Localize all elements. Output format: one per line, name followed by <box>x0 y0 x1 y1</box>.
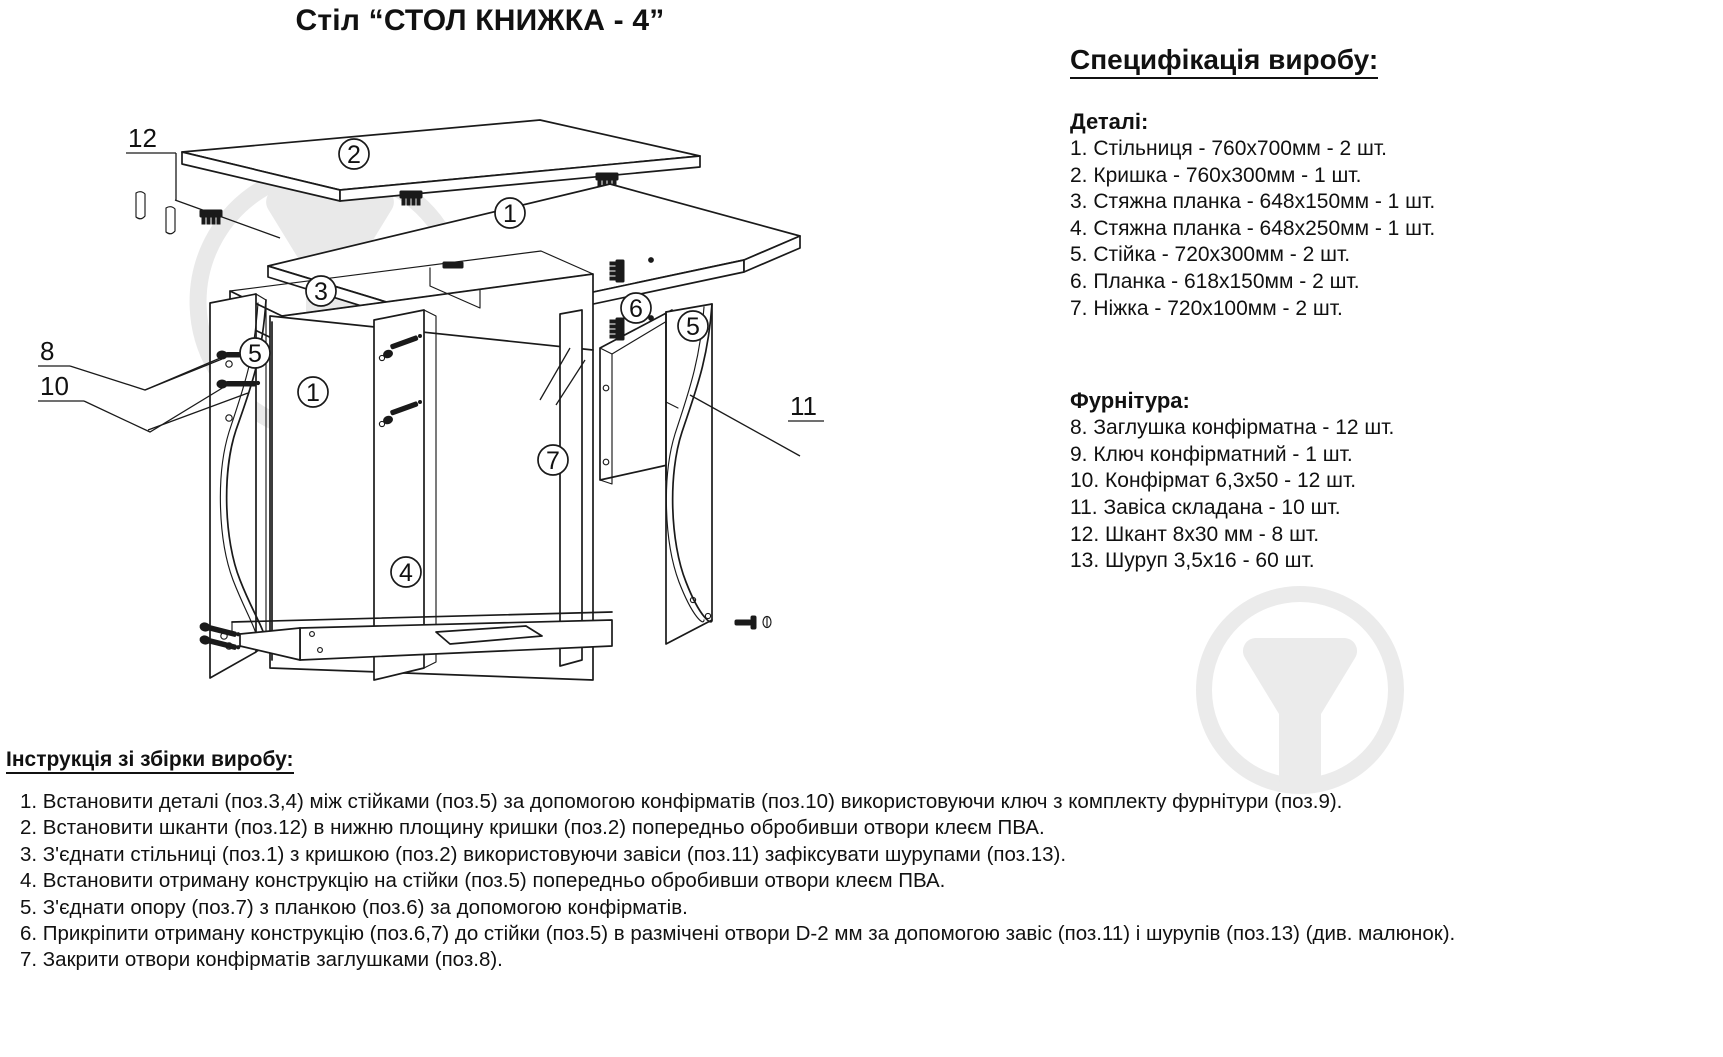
balloon-6 <box>621 293 651 323</box>
parts-list <box>1070 136 1710 322</box>
leader-label-10 <box>38 371 84 401</box>
instruction-step: 2. Встановити шканти (поз.12) в нижню площину кришки (поз.2) попередньо обробивши отвори клеєм ПВА. <box>20 816 1045 840</box>
balloon-1-main <box>298 377 328 407</box>
leader-10-label: 10 <box>40 371 69 401</box>
balloon-2-label: 2 <box>347 141 361 169</box>
hardware-item: 11. Завіса складана - 10 шт. <box>1070 495 1341 519</box>
assembly-drawing <box>0 60 1060 750</box>
specification-panel <box>1070 44 1710 575</box>
balloon-7-label: 7 <box>546 447 560 475</box>
leader-connectors <box>70 359 224 432</box>
hardware-block <box>1070 388 1710 575</box>
hardware-item: 9. Ключ конфірматний - 1 шт. <box>1070 442 1353 466</box>
part-item: 4. Стяжна планка - 648х250мм - 1 шт. <box>1070 216 1436 240</box>
balloon-1-top-label: 1 <box>503 200 517 228</box>
balloon-4-label: 4 <box>399 559 413 587</box>
leader-8-label: 8 <box>40 336 55 366</box>
instruction-step: 4. Встановити отриману конструкцію на стійки (поз.5) попередньо обробивши отвори клеєм ПВА. <box>20 869 946 893</box>
instruction-step: 1. Встановити деталі (поз.3,4) між стійками (поз.5) за допомогою конфірматів (поз.10) використовуючи ключ з комплекту фурнітури (поз.9). <box>20 790 1343 813</box>
part-item: 2. Кришка - 760х300мм - 1 шт. <box>1070 163 1362 187</box>
parts-heading: Деталі: <box>1070 109 1149 134</box>
balloon-5-right <box>678 311 708 341</box>
hardware-item: 13. Шуруп 3,5х16 - 60 шт. <box>1070 549 1315 573</box>
instructions-heading: Інструкція зі збірки виробу: <box>6 748 294 774</box>
hardware-heading: Фурнітура: <box>1070 388 1190 414</box>
balloon-4 <box>391 557 421 587</box>
dowels-group <box>136 192 175 234</box>
instruction-step: 7. Закрити отвори конфірматів заглушками (поз.8). <box>20 948 503 972</box>
hinges-mid-group <box>443 262 463 268</box>
leader-label-11 <box>788 391 824 421</box>
balloon-3-label: 3 <box>314 278 328 306</box>
instructions-list <box>6 789 1718 974</box>
part-item: 3. Стяжна планка - 648х150мм - 1 шт. <box>1070 190 1436 214</box>
leader-12-label: 12 <box>128 123 157 153</box>
leader-label-12 <box>126 123 176 200</box>
assembly-instructions <box>6 748 1718 974</box>
part-item: 1. Стільниця - 760х700мм - 2 шт. <box>1070 137 1387 160</box>
hardware-item: 12. Шкант 8х30 мм - 8 шт. <box>1070 522 1320 546</box>
balloon-6-label: 6 <box>629 295 643 323</box>
part-item: 6. Планка - 618х150мм - 2 шт. <box>1070 269 1360 293</box>
hardware-item: 8. Заглушка конфірматна - 12 шт. <box>1070 416 1395 440</box>
instruction-step: 6. Прикріпити отриману конструкцію (поз.6,7) до стійки (поз.5) в размічені отвори D-2 мм за допомогою завіс (поз.11) і шурупів (поз.13) (див. малюнок). <box>20 922 1456 946</box>
balloon-5-left-label: 5 <box>248 340 262 368</box>
part-item: 7. Ніжка - 720х100мм - 2 шт. <box>1070 296 1343 320</box>
balloon-7 <box>538 445 568 475</box>
instruction-step: 5. З'єднати опору (поз.7) з планкою (поз.6) за допомогою конфірматів. <box>20 895 688 919</box>
parts-block <box>1070 109 1710 322</box>
hardware-item: 10. Конфірмат 6,3х50 - 12 шт. <box>1070 469 1357 493</box>
balloon-5-left <box>240 338 270 368</box>
hardware-list <box>1070 415 1710 575</box>
balloon-1-top <box>495 198 525 228</box>
part-5-stiyka-right <box>666 304 712 644</box>
confirmat-cap-right <box>735 616 771 629</box>
balloon-3 <box>306 276 336 306</box>
balloon-5-right-label: 5 <box>686 313 700 341</box>
balloon-2 <box>339 139 369 169</box>
balloon-1-main-label: 1 <box>306 379 320 407</box>
instruction-step: 3. З'єднати стільниці (поз.1) з кришкою (поз.2) використовуючи завіси (поз.11) зафіксувати шурупами (поз.13). <box>20 842 1067 866</box>
part-item: 5. Стійка - 720х300мм - 2 шт. <box>1070 243 1351 267</box>
leader-label-8 <box>38 336 70 366</box>
page-title: Стіл “СТОЛ КНИЖКА - 4” <box>295 4 665 37</box>
leader-11-label: 11 <box>790 391 817 421</box>
specification-heading: Специфікація виробу: <box>1070 44 1378 79</box>
